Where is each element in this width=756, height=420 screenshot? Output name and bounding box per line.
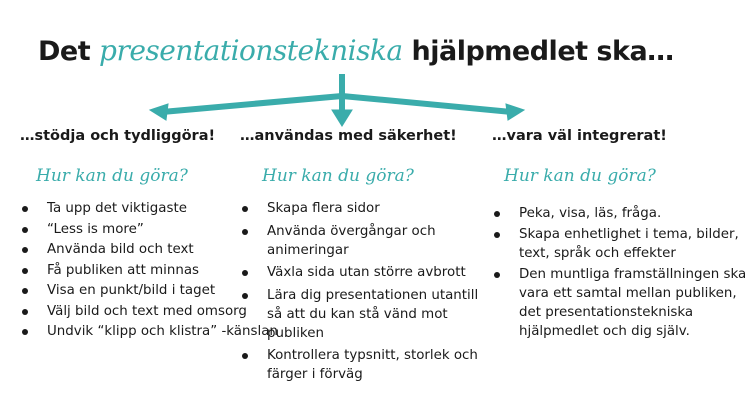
connector-branch-right (342, 96, 512, 112)
list-item: Skapa flera sidor (240, 199, 495, 218)
title-accent-word: presentationstekniska (99, 34, 403, 67)
bullet-list (20, 199, 278, 341)
list-item: Peka, visa, läs, fråga. (492, 204, 754, 223)
list-item: Kontrollera typsnitt, storlek och färger i förväg (240, 346, 495, 384)
list-item: Lära dig presentationen utantill så att du kan stå vänd mot publiken (240, 286, 495, 343)
list-item: Visa en punkt/bild i taget (20, 281, 235, 300)
column-subheading: Hur kan du göra? (36, 166, 188, 186)
arrowhead-right (506, 104, 524, 120)
list-item: Växla sida utan större avbrott (240, 263, 495, 282)
list-item: “Less is more” (20, 220, 235, 239)
column-integrated (492, 128, 754, 343)
title-prefix: Det (38, 36, 100, 67)
list-item: Välj bild och text med omsorg (20, 302, 235, 321)
arrowhead-center (332, 110, 352, 126)
list-item: Undvik “klipp och klistra” -känslan (20, 322, 235, 341)
list-item: Ta upp det viktigaste (20, 199, 235, 218)
list-item: Använda övergångar och animeringar (240, 222, 495, 260)
title-suffix: hjälpmedlet ska… (402, 36, 674, 67)
column-heading: …vara väl integrerat! (492, 128, 667, 144)
column-confidence (240, 128, 495, 388)
list-item: Använda bild och text (20, 240, 235, 259)
bullet-list (240, 199, 495, 384)
list-item: Den muntliga framställningen ska vara ett samtal mellan publiken, det presentationstekniska hjälpmedlet och dig själv. (492, 265, 754, 341)
connector-branch-left (162, 96, 342, 112)
column-support (20, 128, 278, 343)
list-item: Skapa enhetlighet i tema, bilder, text, språk och effekter (492, 225, 754, 263)
bullet-list (492, 204, 754, 341)
list-item: Få publiken att minnas (20, 261, 235, 280)
column-heading: …stödja och tydliggöra! (20, 128, 216, 144)
column-subheading: Hur kan du göra? (504, 166, 656, 186)
column-subheading: Hur kan du göra? (262, 166, 414, 186)
column-heading: …användas med säkerhet! (240, 128, 457, 144)
arrowhead-left (150, 104, 168, 120)
